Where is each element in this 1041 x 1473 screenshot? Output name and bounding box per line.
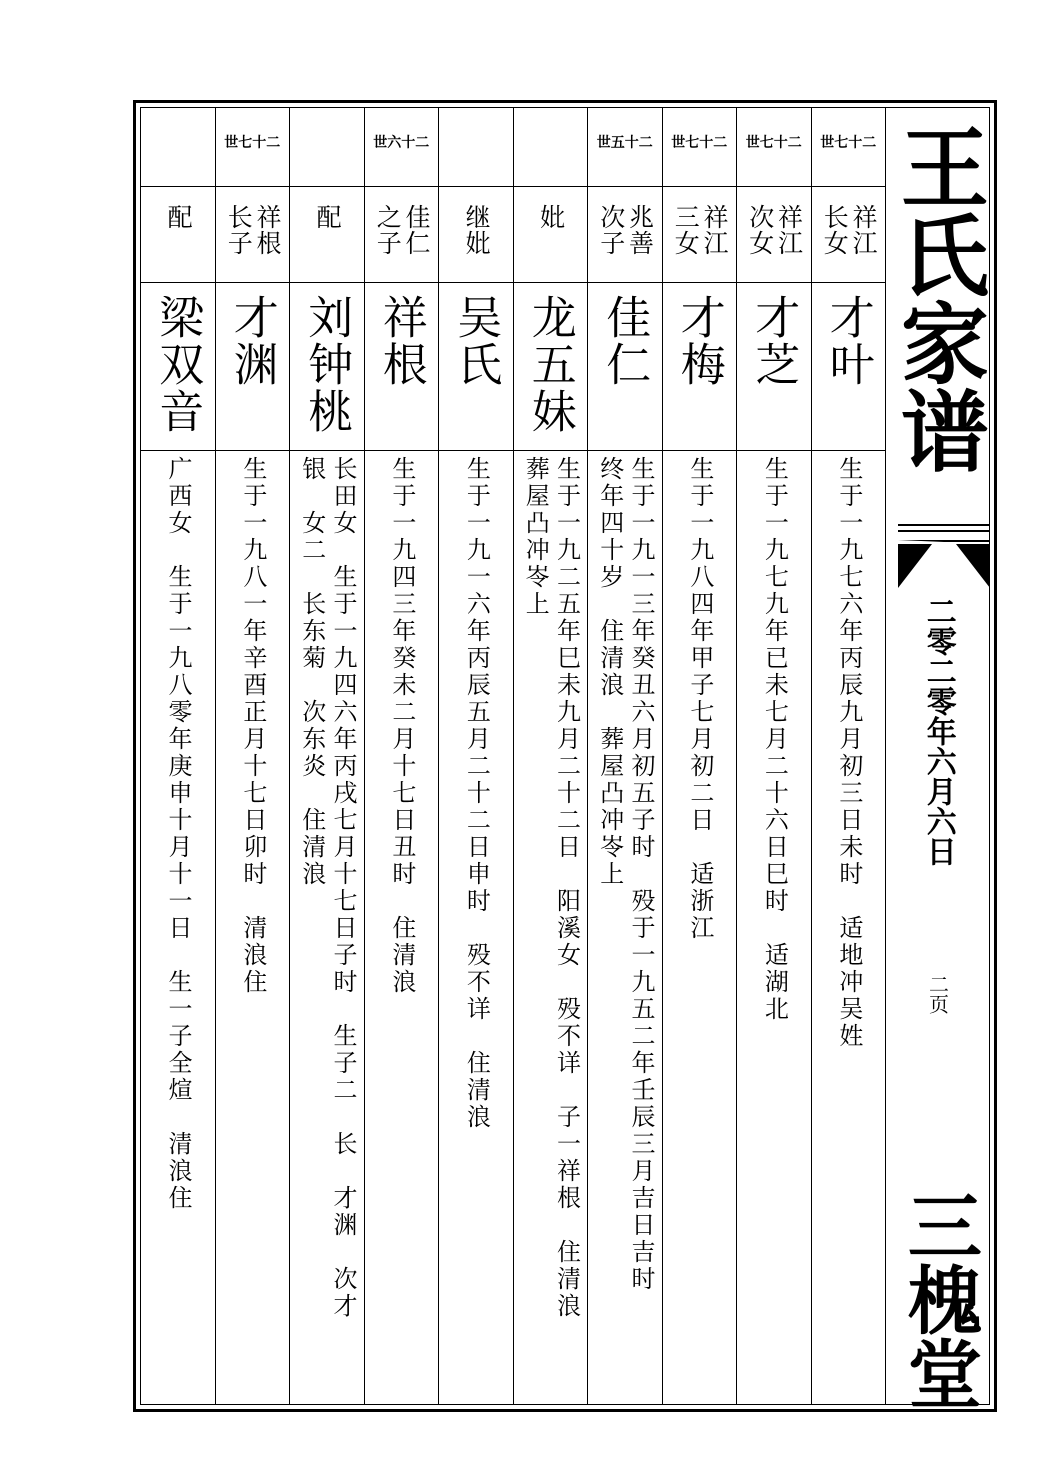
page-number: 二页 <box>925 974 950 1014</box>
column-6 <box>514 108 589 1404</box>
compile-date: 二零二零年六月六日 <box>920 596 956 866</box>
genealogy-title: 王氏家谱 <box>886 122 990 474</box>
person-name: 才芝 <box>747 294 801 388</box>
relation-label: 配 <box>313 204 343 230</box>
row-divider-name <box>141 450 886 451</box>
person-name: 祥根 <box>374 294 428 388</box>
biography-text: 生于一九四三年癸未二月十七日丑时 住清浪 <box>387 456 416 996</box>
title-column <box>886 108 990 1410</box>
biography-text: 生于一九一三年癸丑六月初五子时 殁于一九五二年壬辰三月吉日吉时 终年四十岁 住清浪 葬屋凸冲岺上 <box>595 456 655 1320</box>
person-name: 龙五妹 <box>523 294 577 435</box>
relation-label: 祥江次女 <box>745 204 804 256</box>
biography-text: 长田女 生于一九四六年丙戌七月十七日子时 生子二 长 才渊 次才银 女二 长东菊 次东炎 住清浪 <box>297 456 357 1320</box>
title-rule-bottom <box>898 530 990 532</box>
relation-label: 佳仁之子 <box>373 204 431 256</box>
column-2 <box>216 108 291 1404</box>
person-name: 佳仁 <box>598 294 652 388</box>
generation-label: 世七十二 <box>820 135 877 151</box>
relation-label: 兆善次子 <box>596 204 655 256</box>
row-divider-relation <box>141 282 886 283</box>
column-4 <box>365 108 440 1404</box>
biography-text: 生于一九八一年辛酉正月十七日卯时 清浪住 <box>238 456 267 996</box>
relation-label: 继妣 <box>462 204 492 256</box>
title-rule-top <box>898 524 990 526</box>
generation-label: 世七十二 <box>745 135 802 151</box>
genealogy-table <box>141 108 886 1404</box>
row-divider-generation <box>141 186 886 187</box>
generation-label: 世五十二 <box>596 135 653 151</box>
generation-label: 世六十二 <box>373 135 430 151</box>
biography-text: 生于一九七六年丙辰九月初三日未时 适地冲吴姓 <box>834 456 863 1050</box>
column-7 <box>588 108 663 1404</box>
relation-label: 祥根长子 <box>224 204 282 256</box>
column-3 <box>290 108 365 1404</box>
relation-label: 配 <box>164 204 194 230</box>
column-1 <box>141 108 216 1404</box>
relation-label: 祥江三女 <box>671 204 729 256</box>
biography-text: 生于一九八四年甲子七月初二日 适浙江 <box>685 456 714 942</box>
column-9 <box>737 108 812 1404</box>
person-name: 梁双音 <box>151 294 205 435</box>
biography-text: 生于一九七九年已未七月二十六日巳时 适湖北 <box>760 456 789 1023</box>
person-name: 才梅 <box>672 294 726 388</box>
chevron-ornament <box>898 540 990 590</box>
person-name: 才渊 <box>225 294 279 388</box>
biography-text: 广西女 生于一九八零年庚申十月十一日 生一子全煊 清浪住 <box>163 456 192 1212</box>
generation-label: 世七十二 <box>671 135 728 151</box>
relation-label: 妣 <box>536 204 566 230</box>
generation-label: 世七十二 <box>224 135 281 151</box>
biography-text: 生于一九二五年巳未九月二十二日 阳溪女 殁不详 子一祥根 住清浪 葬屋凸冲岺上 <box>521 456 581 1347</box>
person-name: 吴氏 <box>449 294 503 388</box>
person-name: 才叶 <box>821 294 875 388</box>
person-name: 刘钟桃 <box>300 294 354 435</box>
column-10 <box>812 108 887 1404</box>
column-8 <box>663 108 738 1404</box>
column-5 <box>439 108 514 1404</box>
relation-label: 祥江长女 <box>820 204 878 256</box>
hall-name: 三槐堂 <box>895 1188 982 1410</box>
biography-text: 生于一九一六年丙辰五月二十二日申时 殁不详 住清浪 <box>462 456 491 1131</box>
